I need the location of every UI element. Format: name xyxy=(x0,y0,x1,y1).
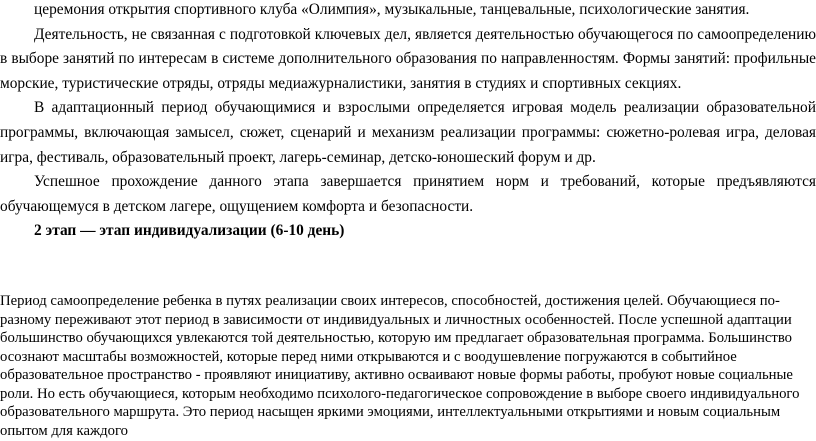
stage-heading: 2 этап — этап индивидуализации (6-10 день) xyxy=(34,222,345,240)
document-lower-section xyxy=(0,292,816,440)
paragraph-success: Успешное прохождение данного этапа завершается принятием норм и требований, которые предъявляются обучающемуся в детском лагере, ощущением комфорта и безопасности. xyxy=(0,173,816,215)
paragraph-activity: Деятельность, не связанная с подготовкой ключевых дел, является деятельностью обучающегося по самоопределению в выборе занятий по интересам в системе дополнительного образования по направленностям. Формы занятий: профильные морские, туристические отряды, отряды медиажурналистики, занятия в студиях и спортивных секциях. xyxy=(0,25,816,92)
paragraph-adaptation: В адаптационный период обучающимися и взрослыми определяется игровая модель реализации образовательной программы, включающая замысел, сюжет, сценарий и механизм реализации программы: сюжетно-ролевая игра, деловая игра, фестиваль, образовательный проект, лагерь-семинар, детско-юношеский форум и др. xyxy=(0,99,816,166)
paragraph-ceremony: церемония открытия спортивного клуба «Олимпия», музыкальные, танцевальные, психологические занятия. xyxy=(34,1,750,18)
paragraph-self-determination: Период самоопределение ребенка в путях реализации своих интересов, способностей, достижения целей. Обучающиеся по-разному переживают этот период в зависимости от индивидуальных и личностных особенностей. После успешной адаптации большинство обучающихся увлекаются той деятельностью, которую им предлагает образовательная программа. Большинство осознают масштабы возможностей, которые перед ними открываются и с воодушевление погружаются в событийное образовательное пространство - проявляют инициативу, активно осваивают новые формы работы, пробуют новые социальные роли. Но есть обучающиеся, которым необходимо психолого-педагогическое сопровождение в выборе своего индивидуального образовательного маршрута. Это период насыщен яркими эмоциями, интеллектуальными открытиями и новым социальным опытом для каждого xyxy=(0,293,800,439)
